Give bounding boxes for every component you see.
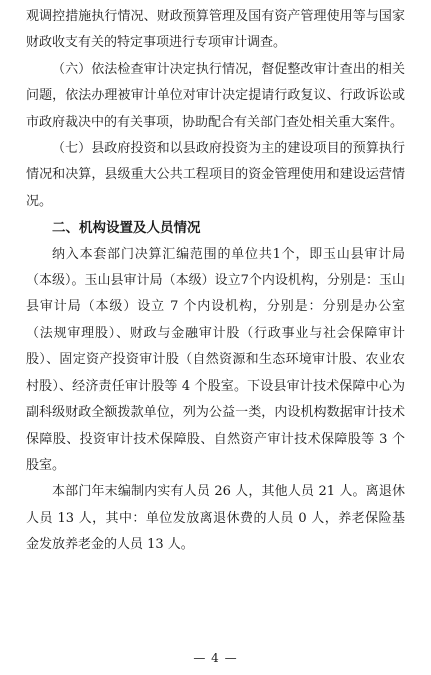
section-heading: 二、机构设置及人员情况	[52, 220, 201, 237]
paragraph-staffing: 本部门年末编制内实有人员 26 人，其他人员 21 人。离退休人员 13 人，其中：单位发放离退休费的人员 0 人，养老保险基金发放养老金的人员 13 人。	[26, 484, 405, 553]
paragraph-item-six: （六）依法检查审计决定执行情况，督促整改审计查出的相关问题，依法办理被审计单位对审计决定提请行政复议、行政诉讼或市政府裁决中的有关事项，协助配合有关部门查处相关重大案件。	[26, 61, 405, 130]
page-number: — 4 —	[193, 651, 238, 665]
paragraph-organization: 纳入本套部门决算汇编范围的单位共1个，即玉山县审计局（本级）。玉山县审计局（本级）设立7个内设机构，分别是：玉山县审计局（本级）设立 7 个内设机构，分别是：分别是办公室（法规审理股）、财政与金融审计股（行政事业与社会保障审计股）、固定资产投资审计股（自然资源和生态环境审计股、农业农村股）、经济责任审计股等 4 个股室。下设县审计技术保障中心为副科级财政全额拨款单位，列为公益一类，内设机构数据审计技术保障股、投资审计技术保障股、自然资产审计技术保障股等 3 个股室。	[26, 246, 405, 473]
paragraph-audit-investigation: 观调控措施执行情况、财政预算管理及国有资产管理使用等与国家财政收支有关的特定事项进行专项审计调查。	[26, 9, 405, 51]
paragraph-item-seven: （七）县政府投资和以县政府投资为主的建设项目的预算执行情况和决算，县级重大公共工程项目的资金管理使用和建设运营情况。	[26, 141, 405, 209]
